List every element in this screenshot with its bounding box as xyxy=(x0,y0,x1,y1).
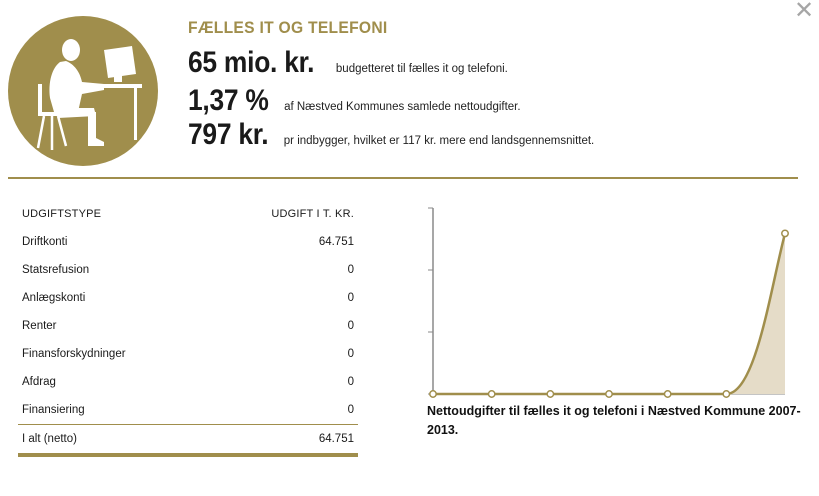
stat-share-value: 1,37 % xyxy=(188,84,269,117)
row-label: Statsrefusion xyxy=(22,264,90,276)
table-row xyxy=(18,396,358,424)
series-area xyxy=(433,233,785,394)
expense-table xyxy=(18,200,358,453)
person-at-computer-icon xyxy=(8,16,158,166)
row-label: Anlægskonti xyxy=(22,292,86,304)
row-label: Afdrag xyxy=(22,376,56,388)
column-header-type: UDGIFTSTYPE xyxy=(22,208,102,220)
row-value: 0 xyxy=(347,264,354,276)
row-value: 0 xyxy=(347,404,354,416)
total-value: 64.751 xyxy=(318,433,354,445)
section-divider xyxy=(8,177,798,179)
stat-budget-text: budgetteret til fælles it og telefoni. xyxy=(335,63,508,75)
column-header-amount: UDGIFT I T. KR. xyxy=(271,208,354,220)
row-label: Renter xyxy=(22,320,57,332)
table-total-row xyxy=(18,424,358,453)
data-point-2009 xyxy=(547,391,553,397)
data-point-2013 xyxy=(782,230,788,236)
series-line xyxy=(433,233,785,394)
stat-share-text: af Næstved Kommunes samlede nettoudgifter. xyxy=(284,101,521,113)
data-point-2012 xyxy=(723,391,729,397)
row-value: 0 xyxy=(347,292,354,304)
table-row xyxy=(18,228,358,256)
total-label: I alt (netto) xyxy=(22,433,77,445)
data-point-2011 xyxy=(664,391,670,397)
table-row xyxy=(18,284,358,312)
data-point-2010 xyxy=(606,391,612,397)
table-row xyxy=(18,368,358,396)
stat-budget xyxy=(188,46,508,80)
expense-chart xyxy=(418,196,798,401)
page-title: FÆLLES IT OG TELEFONI xyxy=(188,18,388,37)
stat-per-capita-value: 797 kr. xyxy=(188,118,269,151)
stat-per-capita-text: pr indbygger, hvilket er 117 kr. mere end landsgennemsnittet. xyxy=(283,135,595,147)
row-label: Finansiering xyxy=(22,404,85,416)
row-value: 0 xyxy=(347,348,354,360)
data-point-2007 xyxy=(430,391,436,397)
data-point-2008 xyxy=(488,391,494,397)
chart-title: Nettoudgifter til fælles it og telefoni i Næstved Kommune 2007-2013. xyxy=(427,404,801,437)
row-value: 0 xyxy=(347,320,354,332)
table-row xyxy=(18,256,358,284)
row-label: Finansforskydninger xyxy=(22,348,126,360)
stat-share xyxy=(188,84,521,118)
table-header-row xyxy=(18,200,358,228)
table-bottom-bar xyxy=(18,453,358,457)
close-icon[interactable]: ✕ xyxy=(793,0,815,24)
table-row xyxy=(18,340,358,368)
table-row xyxy=(18,312,358,340)
row-label: Driftkonti xyxy=(22,236,68,248)
row-value: 0 xyxy=(347,376,354,388)
stat-per-capita xyxy=(188,118,594,152)
row-value: 64.751 xyxy=(318,236,354,248)
stat-budget-value: 65 mio. kr. xyxy=(188,46,315,79)
